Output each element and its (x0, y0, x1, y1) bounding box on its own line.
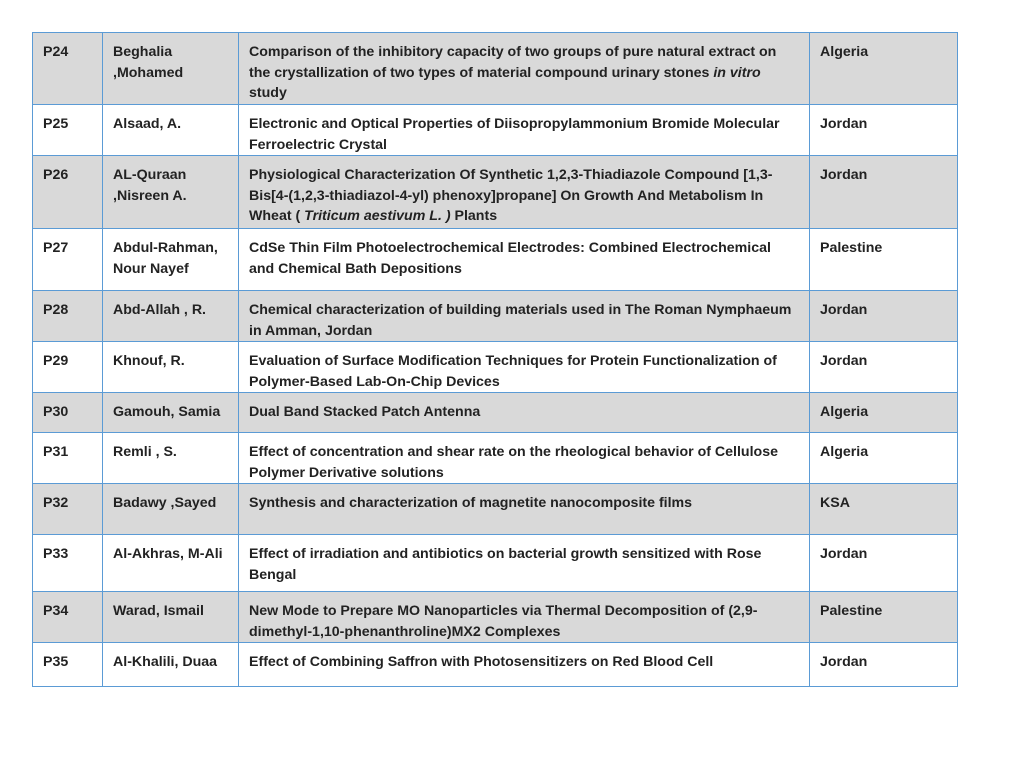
title-segment: Effect of concentration and shear rate on the rheological behavior of Cellulose Polymer Derivative solutions (249, 444, 778, 481)
paper-id-cell: P35 (33, 643, 103, 687)
author-cell: Beghalia ,Mohamed (103, 33, 239, 105)
paper-id-cell: P28 (33, 291, 103, 342)
table-row (33, 156, 958, 229)
title-segment: CdSe Thin Film Photoelectrochemical Electrodes: Combined Electrochemical and Chemical Bath Depositions (249, 240, 771, 277)
title-segment: Plants (450, 208, 498, 224)
title-segment: Triticum aestivum L. ) (304, 208, 451, 224)
author-cell: Alsaad, A. (103, 105, 239, 156)
title-segment: study (249, 85, 287, 101)
country-cell: Jordan (810, 342, 958, 393)
paper-id-cell: P33 (33, 535, 103, 592)
table-row (33, 229, 958, 291)
title-cell (239, 393, 810, 433)
table-row (33, 393, 958, 433)
title-segment: Comparison of the inhibitory capacity of two groups of pure natural extract on the crystallization of two types of material compound urinary stones (249, 44, 777, 81)
country-cell: Algeria (810, 33, 958, 105)
title-segment: Synthesis and characterization of magnetite nanocomposite films (249, 495, 693, 511)
table-body (33, 33, 958, 687)
title-segment: New Mode to Prepare MO Nanoparticles via Thermal Decomposition of (2,9-dimethyl-1,10-phenanthroline)MX2 Complexes (249, 603, 758, 640)
title-segment: Physiological Characterization Of Synthetic 1,2,3-Thiadiazole Compound [1,3-Bis[4-(1,2,3-thiadiazol-4-yl) phenoxy]propane] On Growth And Metabolism In Wheat ( (249, 167, 773, 224)
title-cell (239, 156, 810, 229)
title-cell (239, 342, 810, 393)
author-cell: Abd-Allah , R. (103, 291, 239, 342)
title-cell (239, 105, 810, 156)
paper-id-cell: P34 (33, 592, 103, 643)
title-cell (239, 433, 810, 484)
table-row (33, 105, 958, 156)
paper-id-cell: P29 (33, 342, 103, 393)
table-row (33, 342, 958, 393)
title-cell (239, 484, 810, 535)
country-cell: Jordan (810, 105, 958, 156)
title-cell (239, 291, 810, 342)
table-row (33, 592, 958, 643)
author-cell: Remli , S. (103, 433, 239, 484)
table-row (33, 484, 958, 535)
paper-id-cell: P25 (33, 105, 103, 156)
country-cell: Palestine (810, 592, 958, 643)
title-segment: Dual Band Stacked Patch Antenna (249, 404, 481, 420)
title-cell (239, 229, 810, 291)
country-cell: Algeria (810, 433, 958, 484)
table-row (33, 33, 958, 105)
participants-table (32, 32, 958, 687)
paper-id-cell: P24 (33, 33, 103, 105)
country-cell: Jordan (810, 535, 958, 592)
paper-id-cell: P26 (33, 156, 103, 229)
table-row (33, 643, 958, 687)
title-segment: Electronic and Optical Properties of Diisopropylammonium Bromide Molecular Ferroelectric Crystal (249, 116, 780, 153)
table-row (33, 291, 958, 342)
title-cell (239, 535, 810, 592)
author-cell: Warad, Ismail (103, 592, 239, 643)
country-cell: KSA (810, 484, 958, 535)
author-cell: AL-Quraan ,Nisreen A. (103, 156, 239, 229)
paper-id-cell: P30 (33, 393, 103, 433)
author-cell: Badawy ,Sayed (103, 484, 239, 535)
country-cell: Algeria (810, 393, 958, 433)
country-cell: Jordan (810, 156, 958, 229)
country-cell: Jordan (810, 291, 958, 342)
country-cell: Jordan (810, 643, 958, 687)
author-cell: Khnouf, R. (103, 342, 239, 393)
table-row (33, 535, 958, 592)
title-segment: Effect of Combining Saffron with Photosensitizers on Red Blood Cell (249, 654, 714, 670)
author-cell: Al-Akhras, M-Ali (103, 535, 239, 592)
title-cell (239, 643, 810, 687)
title-segment: Effect of irradiation and antibiotics on bacterial growth sensitized with Rose Bengal (249, 546, 762, 583)
title-segment: Chemical characterization of building materials used in The Roman Nymphaeum in Amman, Jordan (249, 302, 792, 339)
paper-id-cell: P32 (33, 484, 103, 535)
country-cell: Palestine (810, 229, 958, 291)
title-segment: Evaluation of Surface Modification Techniques for Protein Functionalization of Polymer-Based Lab-On-Chip Devices (249, 353, 777, 390)
title-segment: in vitro (713, 64, 761, 81)
paper-id-cell: P31 (33, 433, 103, 484)
paper-id-cell: P27 (33, 229, 103, 291)
author-cell: Al-Khalili, Duaa (103, 643, 239, 687)
title-cell (239, 592, 810, 643)
title-cell (239, 33, 810, 105)
author-cell: Gamouh, Samia (103, 393, 239, 433)
author-cell: Abdul-Rahman, Nour Nayef (103, 229, 239, 291)
table-row (33, 433, 958, 484)
